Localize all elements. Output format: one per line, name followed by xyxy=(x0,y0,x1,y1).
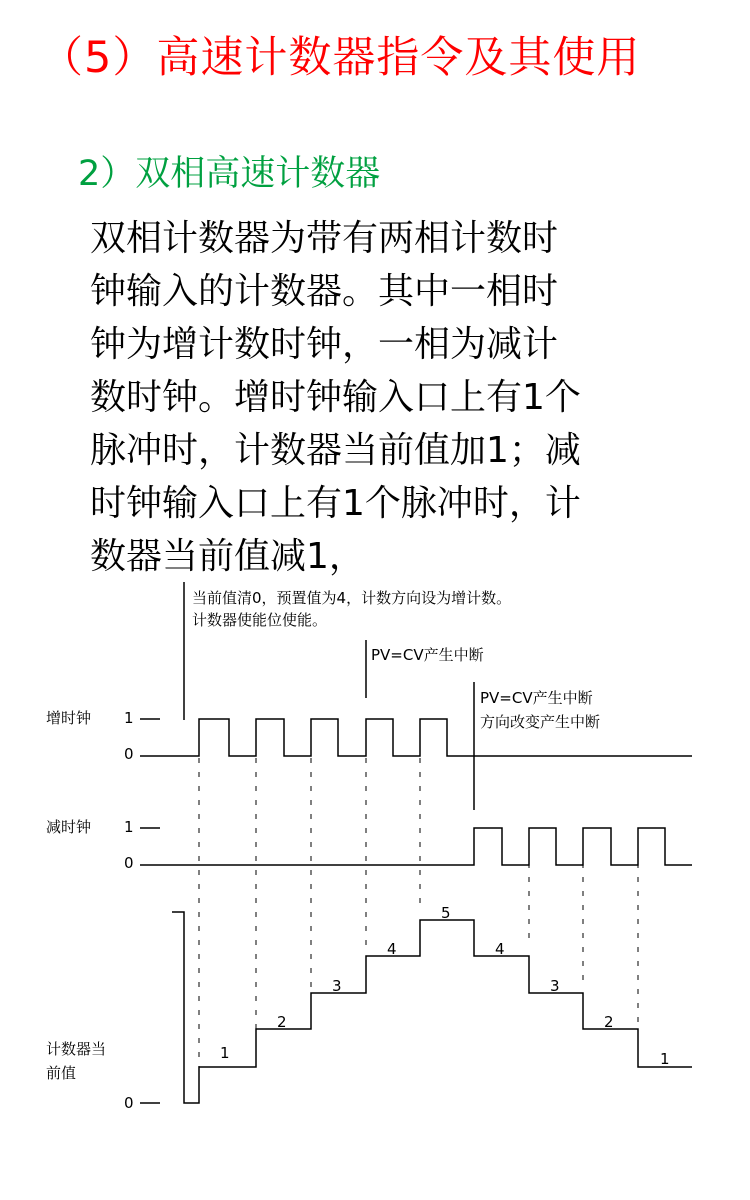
up-clock-label: 增时钟 xyxy=(46,709,92,727)
counter-waveform xyxy=(172,912,692,1103)
counter-label-line2: 前值 xyxy=(46,1064,77,1082)
counter-label-line1: 计数器当 xyxy=(46,1040,107,1058)
down-clock-waveform xyxy=(140,828,692,865)
paragraph-line: 数时钟。增时钟输入口上有1个 xyxy=(90,377,581,418)
step-value: 1 xyxy=(660,1050,670,1068)
annotation-reset-line1: 当前值清0，预置值为4，计数方向设为增计数。 xyxy=(192,589,512,607)
guide-lines xyxy=(199,730,638,1090)
paragraph-line: 双相计数器为带有两相计数时 xyxy=(90,218,559,259)
down-clock-level-high: 1 xyxy=(124,818,134,836)
step-value: 2 xyxy=(277,1013,287,1031)
timing-diagram xyxy=(0,570,750,1130)
step-value: 3 xyxy=(332,977,342,995)
up-clock-level-high: 1 xyxy=(124,709,134,727)
down-clock-label: 减时钟 xyxy=(46,818,92,836)
up-clock-waveform xyxy=(140,719,692,756)
step-value: 4 xyxy=(387,940,397,958)
slide-subtitle: 2）双相高速计数器 xyxy=(78,154,381,194)
step-value: 4 xyxy=(495,940,505,958)
paragraph-line: 时钟输入口上有1个脉冲时，计 xyxy=(90,483,581,524)
paragraph-line: 数器当前值减1， xyxy=(90,536,365,577)
annotation-direction-line1: PV=CV产生中断 xyxy=(480,689,593,707)
description-paragraph xyxy=(90,212,670,583)
slide-title: （5）高速计数器指令及其使用 xyxy=(40,33,641,83)
step-value: 2 xyxy=(604,1013,614,1031)
paragraph-line: 钟输入的计数器。其中一相时 xyxy=(90,271,559,312)
step-value: 1 xyxy=(220,1044,230,1062)
up-clock-level-low: 0 xyxy=(124,745,134,763)
annotation-direction-line2: 方向改变产生中断 xyxy=(480,713,601,731)
counter-level-zero: 0 xyxy=(124,1094,134,1112)
annotation-pv-cv: PV=CV产生中断 xyxy=(371,646,484,664)
down-clock-level-low: 0 xyxy=(124,854,134,872)
paragraph-line: 钟为增计数时钟，一相为减计 xyxy=(90,324,559,365)
paragraph-line: 脉冲时，计数器当前值加1；减 xyxy=(90,430,581,471)
step-value: 5 xyxy=(441,904,451,922)
step-value: 3 xyxy=(550,977,560,995)
annotation-reset-line2: 计数器使能位使能。 xyxy=(192,611,328,629)
